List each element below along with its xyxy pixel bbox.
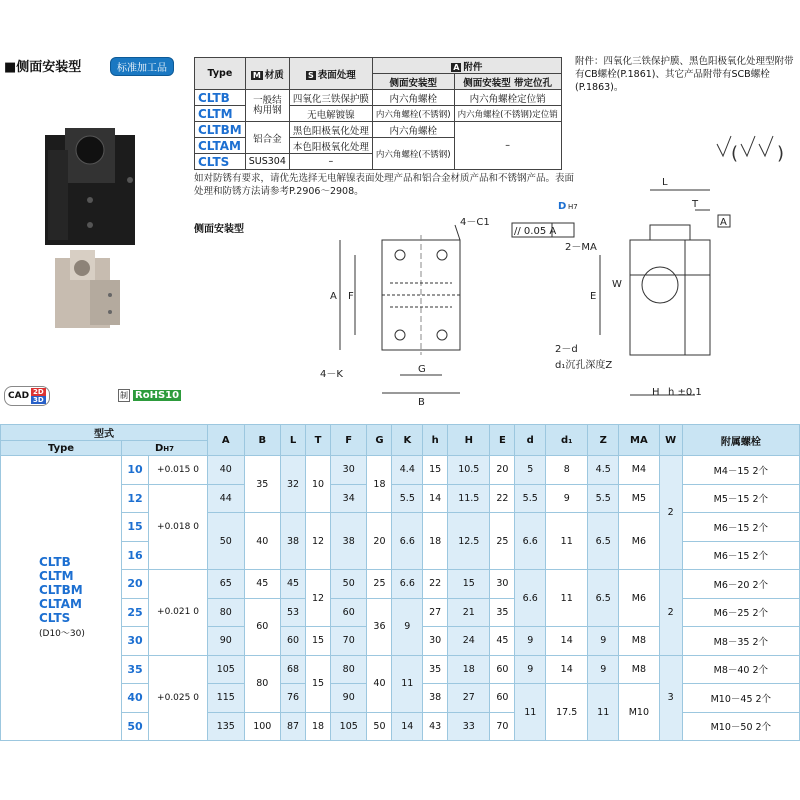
cell: 70 xyxy=(330,627,367,656)
cell: 34 xyxy=(330,484,367,513)
cell: M6 xyxy=(619,570,660,627)
cell: 18 xyxy=(306,712,331,741)
th-K: K xyxy=(392,425,423,456)
side-view-top xyxy=(630,225,710,275)
label-flatness: // 0.05 A xyxy=(514,226,557,237)
label-H: H xyxy=(652,387,660,398)
rohs-label: RoHS10 xyxy=(135,390,180,401)
cell: 3 xyxy=(659,655,682,741)
cell: 90 xyxy=(208,627,245,656)
cell: 22 xyxy=(423,570,448,599)
label-w: W xyxy=(612,279,622,290)
cell: 25 xyxy=(490,513,515,570)
cell: 14 xyxy=(546,627,588,656)
label-h7: H7 xyxy=(568,203,578,211)
cell: 11 xyxy=(546,513,588,570)
th-B: B xyxy=(244,425,281,456)
svg-text:(: ( xyxy=(731,143,739,164)
cell: 60 xyxy=(244,598,281,655)
cell: 53 xyxy=(281,598,306,627)
cell: 21 xyxy=(448,598,490,627)
d-40: 40 xyxy=(122,684,149,713)
cell: 80 xyxy=(244,655,281,712)
surf-cltbm: 黑色阳极氧化处理 xyxy=(289,122,372,138)
type-cltbm: CLTBM xyxy=(195,122,246,138)
cell: 11 xyxy=(588,684,619,741)
th-model: 型式 xyxy=(1,425,208,441)
cell: 135 xyxy=(208,712,245,741)
cell: 20 xyxy=(490,456,515,485)
surf-cltm: 无电解镀镍 xyxy=(289,106,372,122)
cell: 22 xyxy=(490,484,515,513)
cell: 8 xyxy=(546,456,588,485)
cell: M8 xyxy=(619,655,660,684)
cell: 14 xyxy=(423,484,448,513)
cell: 40 xyxy=(367,655,392,712)
cell: 6.6 xyxy=(515,570,546,627)
cell: 18 xyxy=(423,513,448,570)
surf-cltb: 四氧化三铁保护膜 xyxy=(289,90,372,106)
cell: 12 xyxy=(306,570,331,627)
th-L: L xyxy=(281,425,306,456)
label-k: 4－K xyxy=(320,369,343,380)
side-cltbm: 内六角螺栓 xyxy=(372,122,454,138)
cell: 50 xyxy=(330,570,367,599)
cell: 60 xyxy=(490,655,515,684)
cell: 65 xyxy=(208,570,245,599)
cad-2d: 2D xyxy=(33,388,44,396)
d-30: 30 xyxy=(122,627,149,656)
cell: 36 xyxy=(367,598,392,655)
th-side-pin: 侧面安装型 带定位孔 xyxy=(454,74,561,90)
tol-10: +0.015 0 xyxy=(149,456,208,485)
cell: 80 xyxy=(208,598,245,627)
cad-label: CAD xyxy=(8,391,30,401)
th-H: H xyxy=(448,425,490,456)
cell: 6.5 xyxy=(588,513,619,570)
th-A: A xyxy=(208,425,245,456)
cell: 18 xyxy=(448,655,490,684)
th-W: W xyxy=(659,425,682,456)
cell: 45 xyxy=(244,570,281,599)
cell: 60 xyxy=(330,598,367,627)
d-15: 15 xyxy=(122,513,149,542)
cell: 38 xyxy=(423,684,448,713)
finish-symbols xyxy=(715,132,795,162)
cell: 40 xyxy=(208,456,245,485)
cell: 60 xyxy=(490,684,515,713)
cell: 6.5 xyxy=(588,570,619,627)
pin-none: – xyxy=(454,122,561,170)
tol-35: +0.025 0 xyxy=(149,655,208,741)
cell: 11 xyxy=(515,684,546,741)
cell: M6－25 2个 xyxy=(682,598,799,627)
pin-cltb: 内六角螺栓定位销 xyxy=(454,90,561,106)
cell: 115 xyxy=(208,684,245,713)
cell: 11 xyxy=(392,655,423,712)
cell: M10 xyxy=(619,684,660,741)
th-MA: MA xyxy=(619,425,660,456)
label-l: L xyxy=(662,177,668,188)
cell: 30 xyxy=(490,570,515,599)
type-cltb: CLTB xyxy=(195,90,246,106)
label-f: F xyxy=(348,291,354,302)
cell: M6 xyxy=(619,513,660,570)
cell: 25 xyxy=(367,570,392,599)
type-clts: CLTS xyxy=(195,154,246,170)
cell: 76 xyxy=(281,684,306,713)
cell: M8－35 2个 xyxy=(682,627,799,656)
d-10: 10 xyxy=(122,456,149,485)
d-50: 50 xyxy=(122,712,149,741)
cell: M6－15 2个 xyxy=(682,513,799,542)
cell: 35 xyxy=(423,655,448,684)
cell: 80 xyxy=(330,655,367,684)
cell: M10－50 2个 xyxy=(682,712,799,741)
th-T: T xyxy=(306,425,331,456)
cell: M6－20 2个 xyxy=(682,570,799,599)
th-surface: S 表面处理 xyxy=(289,58,372,90)
cell: 35 xyxy=(244,456,281,513)
cell: 17.5 xyxy=(546,684,588,741)
cell: M6－15 2个 xyxy=(682,541,799,570)
cell: 15 xyxy=(448,570,490,599)
label-a: A xyxy=(330,291,337,302)
cell: 105 xyxy=(330,712,367,741)
dimension-table xyxy=(0,424,800,741)
cell: 5.5 xyxy=(588,484,619,513)
rust-note: 如对防锈有要求，请优先选择无电解镍表面处理产品和铝合金材质产品和不锈钢产品。表面处理和防锈方法请参考P.2906～2908。 xyxy=(194,173,575,197)
cell: 9 xyxy=(588,655,619,684)
label-g: G xyxy=(418,364,426,375)
surf-clts: – xyxy=(289,154,372,170)
th-E: E xyxy=(490,425,515,456)
label-t: T xyxy=(692,199,699,210)
cell: 60 xyxy=(281,627,306,656)
cad-badge xyxy=(4,386,50,406)
cell: 18 xyxy=(367,456,392,513)
cell: 100 xyxy=(244,712,281,741)
cell: 33 xyxy=(448,712,490,741)
d-16: 16 xyxy=(122,541,149,570)
cell: 11.5 xyxy=(448,484,490,513)
cell: M4－15 2个 xyxy=(682,456,799,485)
cell: 50 xyxy=(208,513,245,570)
th-bolt: 附属螺栓 xyxy=(682,425,799,456)
mat-al: 铝合金 xyxy=(245,122,289,154)
surf-cltam: 本色阳极氧化处理 xyxy=(289,138,372,154)
cell: 6.6 xyxy=(515,513,546,570)
cell: 2 xyxy=(659,456,682,570)
cell: 6.6 xyxy=(392,513,423,570)
d-25: 25 xyxy=(122,598,149,627)
label-h: h ±0.1 xyxy=(668,387,702,398)
cell: 5 xyxy=(515,456,546,485)
cell: 44 xyxy=(208,484,245,513)
tol-12: +0.018 0 xyxy=(149,484,208,570)
d-35: 35 xyxy=(122,655,149,684)
page-title: ■侧面安装型 xyxy=(4,60,82,75)
cell: 5.5 xyxy=(515,484,546,513)
th-G: G xyxy=(367,425,392,456)
cell: 32 xyxy=(281,456,306,513)
cell: 4.5 xyxy=(588,456,619,485)
cell: M4 xyxy=(619,456,660,485)
th-dh7: DH7 xyxy=(122,441,208,456)
cell: 38 xyxy=(330,513,367,570)
label-datum: A xyxy=(720,217,727,228)
shaft-bore xyxy=(642,267,678,303)
cell: 43 xyxy=(423,712,448,741)
cell: 11 xyxy=(546,570,588,627)
cell: 30 xyxy=(423,627,448,656)
side-cltm: 内六角螺栓(不锈钢) xyxy=(372,106,454,122)
cell: 4.4 xyxy=(392,456,423,485)
cell: M8－40 2个 xyxy=(682,655,799,684)
d-20: 20 xyxy=(122,570,149,599)
cell: 105 xyxy=(208,655,245,684)
svg-text:): ) xyxy=(777,143,785,164)
cell: 9 xyxy=(515,627,546,656)
th-d: d xyxy=(515,425,546,456)
label-2d: 2－d xyxy=(555,344,578,355)
rohs-badge: 制 RoHS10 xyxy=(120,390,180,401)
accessory-note: 附件：四氧化三铁保护膜、黑色阳极氧化处理型附带有CB螺栓(P.1861)、其它产品附带有SCB螺栓(P.1863)。 xyxy=(575,56,794,93)
cell: M5－15 2个 xyxy=(682,484,799,513)
cell: 10 xyxy=(306,456,331,513)
type-table xyxy=(194,57,562,170)
cell: 45 xyxy=(281,570,306,599)
cell: 35 xyxy=(490,598,515,627)
product-images xyxy=(0,80,190,410)
th-d1: d₁ xyxy=(546,425,588,456)
cell: 6.6 xyxy=(392,570,423,599)
cell: 70 xyxy=(490,712,515,741)
diagram-label: 侧面安装型 xyxy=(194,224,244,235)
th-material: M 材质 xyxy=(245,58,289,90)
cell: M8 xyxy=(619,627,660,656)
cell: M10－45 2个 xyxy=(682,684,799,713)
label-c1: 4－C1 xyxy=(460,217,490,228)
mat-sus: SUS304 xyxy=(245,154,289,170)
th-accessory: A 附件 xyxy=(372,58,561,74)
mat-steel: 一般结构用钢 xyxy=(245,90,289,122)
type-cltam: CLTAM xyxy=(195,138,246,154)
cell: 5.5 xyxy=(392,484,423,513)
th-side: 侧面安装型 xyxy=(372,74,454,90)
cell: 30 xyxy=(330,456,367,485)
th-Z: Z xyxy=(588,425,619,456)
label-d: D xyxy=(558,201,567,212)
side-cltb: 内六角螺栓 xyxy=(372,90,454,106)
label-b: B xyxy=(418,397,425,408)
cell: 38 xyxy=(281,513,306,570)
standard-badge: 标准加工品 xyxy=(110,57,174,76)
cell: 50 xyxy=(367,712,392,741)
th-type: Type xyxy=(1,441,122,456)
cell: 45 xyxy=(490,627,515,656)
cell: 14 xyxy=(392,712,423,741)
cell: 68 xyxy=(281,655,306,684)
black-holder-image xyxy=(45,128,135,245)
cell: 24 xyxy=(448,627,490,656)
th-h: h xyxy=(423,425,448,456)
th-type: Type xyxy=(195,58,246,90)
cell: 20 xyxy=(367,513,392,570)
cell: M5 xyxy=(619,484,660,513)
cell: 9 xyxy=(546,484,588,513)
type-cltm: CLTM xyxy=(195,106,246,122)
tol-20: +0.021 0 xyxy=(149,570,208,656)
th-F: F xyxy=(330,425,367,456)
cell: 15 xyxy=(306,655,331,712)
cell: 90 xyxy=(330,684,367,713)
cell: 2 xyxy=(659,570,682,656)
label-ma: 2－MA xyxy=(565,242,597,253)
label-e: E xyxy=(590,291,597,302)
cell: 27 xyxy=(423,598,448,627)
cell: 10.5 xyxy=(448,456,490,485)
cell: 9 xyxy=(515,655,546,684)
cell: 12.5 xyxy=(448,513,490,570)
type-list: CLTB CLTM CLTBM CLTAM CLTS (D10～30) xyxy=(1,456,122,741)
cell: 15 xyxy=(306,627,331,656)
cell: 9 xyxy=(588,627,619,656)
cell: 27 xyxy=(448,684,490,713)
label-d1: d₁沉孔深度Z xyxy=(555,360,613,371)
pin-cltm: 内六角螺栓(不锈钢)定位销 xyxy=(454,106,561,122)
cad-3d: 3D xyxy=(33,396,44,404)
cell: 15 xyxy=(423,456,448,485)
silver-holder-image xyxy=(55,250,120,328)
side-cltam: 内六角螺栓(不锈钢) xyxy=(372,138,454,170)
d-12: 12 xyxy=(122,484,149,513)
cell: 40 xyxy=(244,513,281,570)
cell: 87 xyxy=(281,712,306,741)
cell: 12 xyxy=(306,513,331,570)
cell: 14 xyxy=(546,655,588,684)
cell: 9 xyxy=(392,598,423,655)
